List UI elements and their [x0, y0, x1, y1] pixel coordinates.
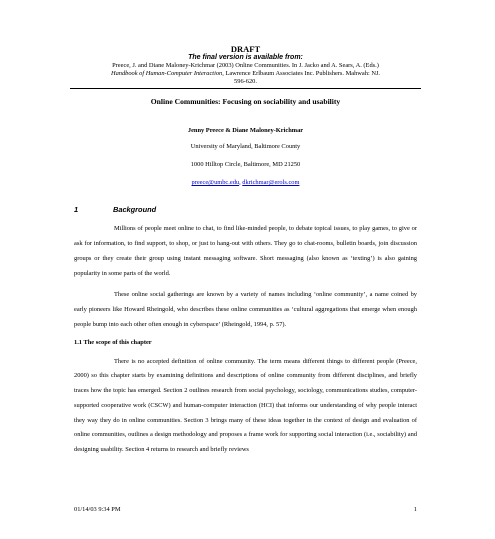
draft-label: DRAFT [230, 44, 261, 54]
email-link-preece[interactable]: preece@umbc.edu [191, 179, 240, 187]
author-emails [74, 179, 417, 187]
citation-line-1: Preece, J. and Diane Maloney-Krichmar (2003) Online Communities. In J. Jacko and A. Sears, A. (Eds.) [112, 62, 379, 69]
affiliation: University of Maryland, Baltimore County [190, 143, 301, 151]
citation-pages: 596-620. [234, 77, 257, 85]
body-paragraph: These online social gatherings are known by a variety of names including ‘online community’, a name coined by early pioneers like Howard Rheingold, who describes these online communities as ‘cultural aggregations that emerge when enough people bump into each other often enough in cyberspace’ (Rheingold, 1994, p. 57). [74, 291, 417, 328]
subsection-heading-scope: 1.1 The scope of this chapter [74, 338, 152, 346]
final-version-note: The final version is available from: [188, 54, 303, 61]
citation-publisher: , Lawrence Erlbaum Associates Inc. Publishers. Mahwah: NJ. [222, 69, 381, 77]
document-page [0, 44, 495, 539]
footer-timestamp: 01/14/03 9:34 PM [74, 506, 121, 513]
section-heading-background [74, 205, 417, 214]
page-number: 1 [413, 506, 417, 513]
citation [74, 62, 417, 85]
page-footer [74, 506, 417, 513]
body-paragraph: There is no accepted definition of online community. The term means different things to different people (Preece, 2000) so this chapter starts by examining definitions and descriptions of online community from different disciplines, and briefly traces how the topic has emerged. Section 2 outlines research from social psychology, sociology, communications studies, computer-supported cooperative work (CSCW) and human-computer interaction (HCI) that informs our understanding of why people interact they way they do in online communities. Section 3 brings many of these ideas together in the context of design and evaluation of online communities, outlines a design methodology and proposes a frame work for supporting social interaction (i.e., sociability) and designing usability. Section 4 returns to research and briefly reviews [74, 357, 417, 453]
section-number: 1 [74, 205, 79, 215]
header-divider [70, 88, 421, 89]
paper-authors: Jenny Preece & Diane Maloney-Krichmar [187, 127, 304, 135]
paper-title: Online Communities: Focusing on sociability and usability [150, 97, 341, 107]
section-title: Background [113, 205, 157, 215]
address: 1000 Hilltop Circle, Baltimore, MD 21250 [190, 161, 301, 169]
email-link-krichmar[interactable]: dkrichmar@erols.com [242, 179, 300, 187]
citation-handbook-title: Handbook of Human-Computer Interaction [110, 69, 223, 77]
body-paragraph: Millions of people meet online to chat, to find like-minded people, to debate topical issues, to play games, to give or ask for information, to find support, to shop, or just to hang-out with others. They go to chat-rooms, bulletin boards, join discussion groups or they create their group using instant messaging software. Short messaging (also known as ‘texting’) is also gaining popularity in some parts of the world. [74, 225, 417, 277]
email-separator: , [239, 179, 243, 187]
